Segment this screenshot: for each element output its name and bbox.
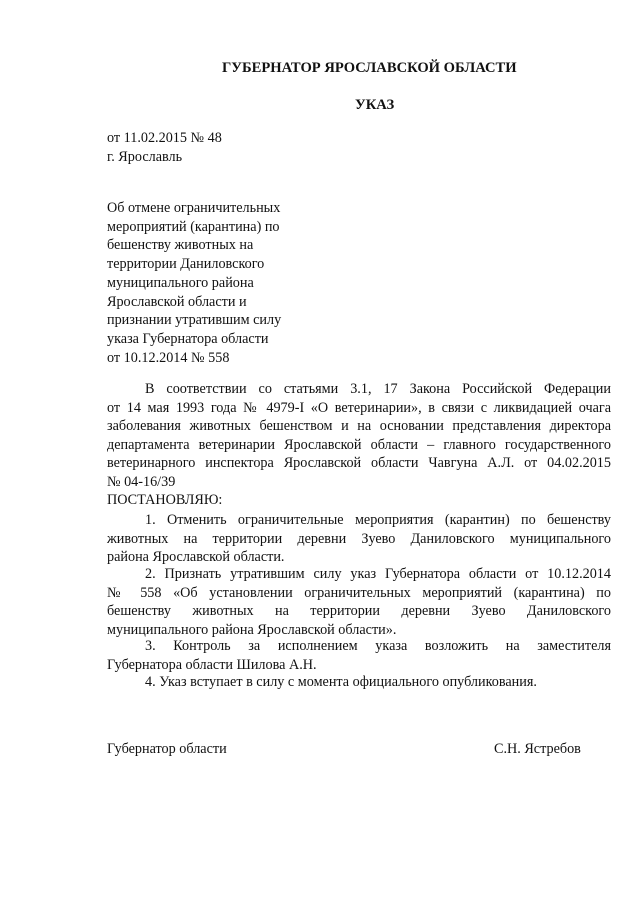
signatory-name: С.Н. Ястребов (494, 741, 581, 757)
preamble (107, 380, 611, 492)
title-line: бешенству животных на (107, 237, 254, 254)
item-line: № 558 «Об установлении ограничительных мероприятий (карантина) по (107, 584, 611, 601)
item-line: района Ярославской области. (107, 549, 285, 566)
decree-item-2 (107, 565, 611, 639)
title-line: признании утратившим силу (107, 312, 282, 329)
date-number: от 11.02.2015 № 48 (107, 130, 222, 146)
item-line: 3. Контроль за исполнением указа возложить на заместителя (145, 638, 611, 654)
decree-word: ПОСТАНОВЛЯЮ: (107, 492, 223, 508)
authority-heading: ГУБЕРНАТОР ЯРОСЛАВСКОЙ ОБЛАСТИ (222, 60, 517, 76)
title-line: от 10.12.2014 № 558 (107, 349, 230, 366)
title-line: мероприятий (карантина) по (107, 218, 280, 235)
decree-item-1 (107, 511, 611, 567)
item-line: муниципального района Ярославской области». (107, 621, 397, 638)
preamble-line: от 14 мая 1993 года № 4979-I «О ветеринарии», в связи с ликвидацией очага (107, 399, 611, 416)
item-line: животных на территории деревни Зуево Даниловского муниципального (107, 530, 611, 547)
title-line: Ярославской области и (107, 293, 247, 310)
place: г. Ярославль (107, 149, 183, 165)
title-line: указа Губернатора области (107, 330, 269, 347)
item-line: 4. Указ вступает в силу с момента официального опубликования. (145, 674, 537, 690)
title-line: Об отмене ограничительных (107, 200, 281, 216)
item-line: 2. Признать утратившим силу указ Губернатора области от 10.12.2014 (145, 566, 611, 582)
preamble-line: ветеринарного инспектора Ярославской области Чавгуна А.Л. от 04.02.2015 (107, 455, 611, 472)
item-line: бешенству животных на территории деревни Зуево Даниловского (107, 603, 611, 620)
preamble-line: В соответствии со статьями 3.1, 17 Закона Российской Федерации (145, 381, 611, 397)
decree-item-3 (107, 637, 611, 674)
preamble-line: заболевания животных бешенством и на основании представления директора (107, 418, 611, 435)
document-type-heading: УКАЗ (355, 97, 395, 113)
item-line: Губернатора области Шилова А.Н. (107, 656, 317, 673)
signatory-position: Губернатор области (107, 741, 227, 757)
preamble-line: департамента ветеринарии Ярославской области – главного государственного (107, 436, 611, 453)
preamble-line: № 04-16/39 (107, 473, 176, 490)
item-line: 1. Отменить ограничительные мероприятия (карантин) по бешенству (145, 512, 611, 528)
decree-title (107, 199, 281, 367)
title-line: территории Даниловского (107, 256, 265, 273)
decree-item-4 (107, 673, 611, 692)
title-line: муниципального района (107, 274, 254, 291)
